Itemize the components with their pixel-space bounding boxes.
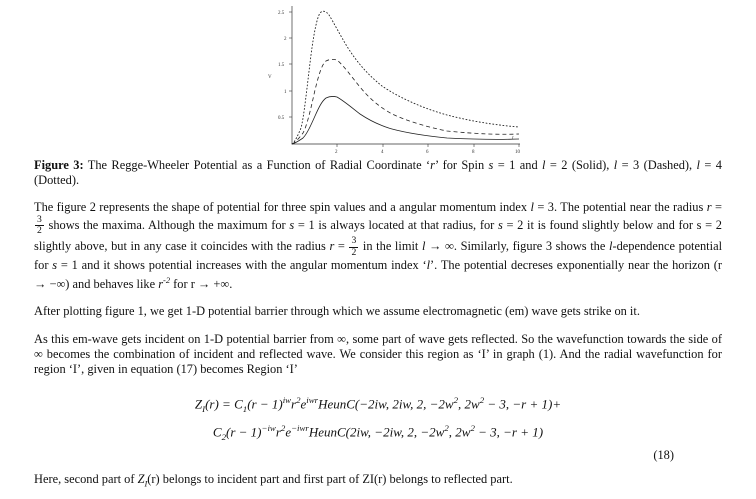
figure-caption-label: Figure 3: — [34, 158, 84, 172]
eq-r2: r — [291, 396, 297, 412]
eq-w2: 2 — [453, 395, 459, 406]
p1-c: shows the maxima. Although the maximum for — [44, 218, 290, 232]
eq-mid: , 2w — [458, 396, 480, 412]
p1-k: for r → +∞. — [170, 277, 233, 292]
p1-l2: l — [608, 239, 613, 254]
p1-r: r — [706, 200, 712, 214]
p1-s3: s — [52, 257, 58, 272]
paragraph-potential-shape: The figure 2 represents the shape of potential for three spin values and a angular momentum index l = 3. The potential near the radius r = $\frac{3}{2}$ shows the maxima. Although the maximum for s = 1 is always located at that radius, for s = 2 it is found slightly below and for s = 2 slightly above, but in any case it coincides with the radius r = $\frac{3}{2}$ in the limit l → ∞. Similarly, figure 3 shows the l-dependence potential for s = 1 and it shows potential increases with the angular momentum index ‘l’. The potential decreses exponentially near the horizon (r → −∞) and behaves like $r^{-2}$ for r → +∞. — [34, 200, 723, 292]
equation-18 — [34, 391, 722, 463]
p1-limit: l → ∞ — [421, 239, 454, 254]
p1-r2: r — [329, 239, 335, 254]
svg-text:2: 2 — [335, 150, 338, 155]
p1-eq: = — [711, 200, 722, 214]
eq2-mid: , 2w — [448, 424, 471, 440]
p1-a: The figure 2 represents the shape of potential for three spin values and a angular momentum index — [34, 200, 531, 214]
footer-z-sub: I — [144, 478, 148, 489]
eq-z-sub: I — [202, 404, 206, 415]
eq-c1-sub: 1 — [242, 404, 248, 415]
svg-text:6: 6 — [426, 150, 429, 155]
eq2-exp2: 2 — [280, 423, 286, 434]
figure-area — [34, 0, 722, 155]
eq-end: − 3, −r + 1)+ — [484, 396, 562, 412]
svg-text:10: 10 — [515, 150, 520, 155]
eq-tail: (r − 1) — [247, 396, 283, 412]
equation-line-2 — [34, 419, 722, 447]
svg-text:8: 8 — [472, 150, 475, 155]
p1-e: = 2 it is found slightly below and for s = 2 slightly above, but in any case it coincides with the radius — [34, 218, 722, 254]
eq-rest: (r) = C — [205, 396, 243, 412]
series-dotted-l4 — [292, 11, 519, 144]
eq2-c2: C — [212, 424, 222, 440]
figure-caption-l1: l — [542, 158, 546, 172]
eq2-w2: 2 — [444, 423, 449, 434]
fraction-three-halves-1: $\frac{3}{2}$ — [37, 214, 42, 237]
eq2-w2b: 2 — [470, 423, 475, 434]
p1-g: . Similarly, figure 3 shows the — [453, 239, 609, 254]
svg-text:2: 2 — [284, 37, 287, 42]
svg-text:1.5: 1.5 — [278, 63, 285, 68]
p1-i: = 1 and it shows potential increases with the angular momentum index ‘ — [57, 257, 427, 272]
eq-z: Z — [194, 396, 203, 412]
footer-z: Z — [137, 471, 145, 486]
figure-caption-text-4: = 2 (Solid), — [545, 158, 614, 172]
svg-text:1: 1 — [284, 90, 287, 95]
figure-caption-l3: l — [696, 158, 700, 172]
figure-caption-r: r — [430, 158, 435, 172]
eq-exp1: iw — [282, 395, 292, 406]
figure-caption-text-1: The Regge-Wheeler Potential as a Function of Radial Coordinate ‘ — [83, 158, 431, 172]
eq2-heun: HeunC(2iw, −2iw, 2, −2w — [308, 424, 445, 440]
paragraph-region-i: As this em-wave gets incident on 1-D potential barrier from ∞, some part of wave gets reflected. So the wavefunction towards the side of ∞ becomes the combination of incident and reflected wave. We consider this region as ‘I’ in graph (1). And the radial wavefunction for region ‘I’, given in equation (17) becomes Region ‘I’ — [34, 331, 722, 376]
p1-h: -dependence potential for — [34, 239, 723, 272]
fraction-three-halves-2: $\frac{3}{2}$ — [351, 235, 357, 258]
eq2-b: (r − 1) — [226, 424, 262, 440]
eq2-r2: r — [275, 424, 281, 440]
eq-heun: HeunC(−2iw, 2iw, 2, −2w — [318, 396, 454, 412]
svg-text:0.5: 0.5 — [278, 116, 285, 121]
chart-svg — [262, 2, 524, 155]
p1-l: l — [530, 200, 534, 214]
p1-d: = 1 is always located at that radius, for — [294, 218, 498, 232]
series-dashed-l3 — [292, 59, 519, 144]
p1-b: = 3. The potential near the radius — [533, 200, 707, 214]
p1-r-power: $r^{-2}$ — [158, 274, 171, 292]
p1-f: in the limit — [359, 239, 422, 254]
footer-a: Here, second part of — [34, 471, 138, 486]
figure-caption — [34, 158, 722, 188]
svg-text:4: 4 — [381, 150, 384, 155]
eq-exp3: iwr — [306, 395, 319, 406]
series-solid-l2 — [292, 96, 519, 144]
eq2-exp1: −iw — [261, 423, 276, 434]
figure-caption-text-6: = 4 (Dotted). — [34, 158, 722, 187]
paragraph-barrier: After plotting figure 1, we get 1-D potential barrier through which we assume electromagnetic (em) wave gets strike on it. — [34, 304, 640, 319]
p1-s1: s — [289, 218, 295, 232]
figure-caption-l2: l — [613, 158, 618, 172]
eq-w2b: 2 — [479, 395, 485, 406]
svg-text:V: V — [268, 75, 272, 80]
eq-exp2: 2 — [296, 395, 301, 406]
svg-text:r: r — [512, 136, 514, 141]
eq-e: e — [300, 396, 307, 412]
eq2-exp3: −iwr — [291, 423, 309, 434]
figure-caption-text-2: ’ for Spin — [434, 158, 489, 172]
eq2-e: e — [285, 424, 292, 440]
equation-line-1 — [34, 391, 722, 419]
footer-b: (r) belongs to incident part and first part of ZI(r) belongs to reflected part. — [147, 471, 513, 486]
figure-caption-s: s — [488, 158, 494, 172]
p1-s2: s — [497, 218, 503, 232]
p1-j: ’. The potential decreses exponentially near the horizon (r → −∞) and behaves like — [34, 257, 722, 292]
svg-text:2.5: 2.5 — [278, 11, 285, 16]
equation-number: (18) — [653, 447, 674, 462]
figure-caption-text-3: = 1 and — [493, 158, 543, 172]
y-ticks — [268, 11, 292, 121]
regge-wheeler-potential-chart — [262, 2, 524, 155]
paragraph-incident-reflected — [34, 472, 722, 492]
eq2-end: − 3, −r + 1) — [474, 424, 544, 440]
p1-l3: l — [426, 257, 431, 272]
x-ticks — [335, 136, 521, 155]
eq2-c2-sub: 2 — [221, 431, 227, 442]
figure-caption-text-5: = 3 (Dashed), — [617, 158, 697, 172]
